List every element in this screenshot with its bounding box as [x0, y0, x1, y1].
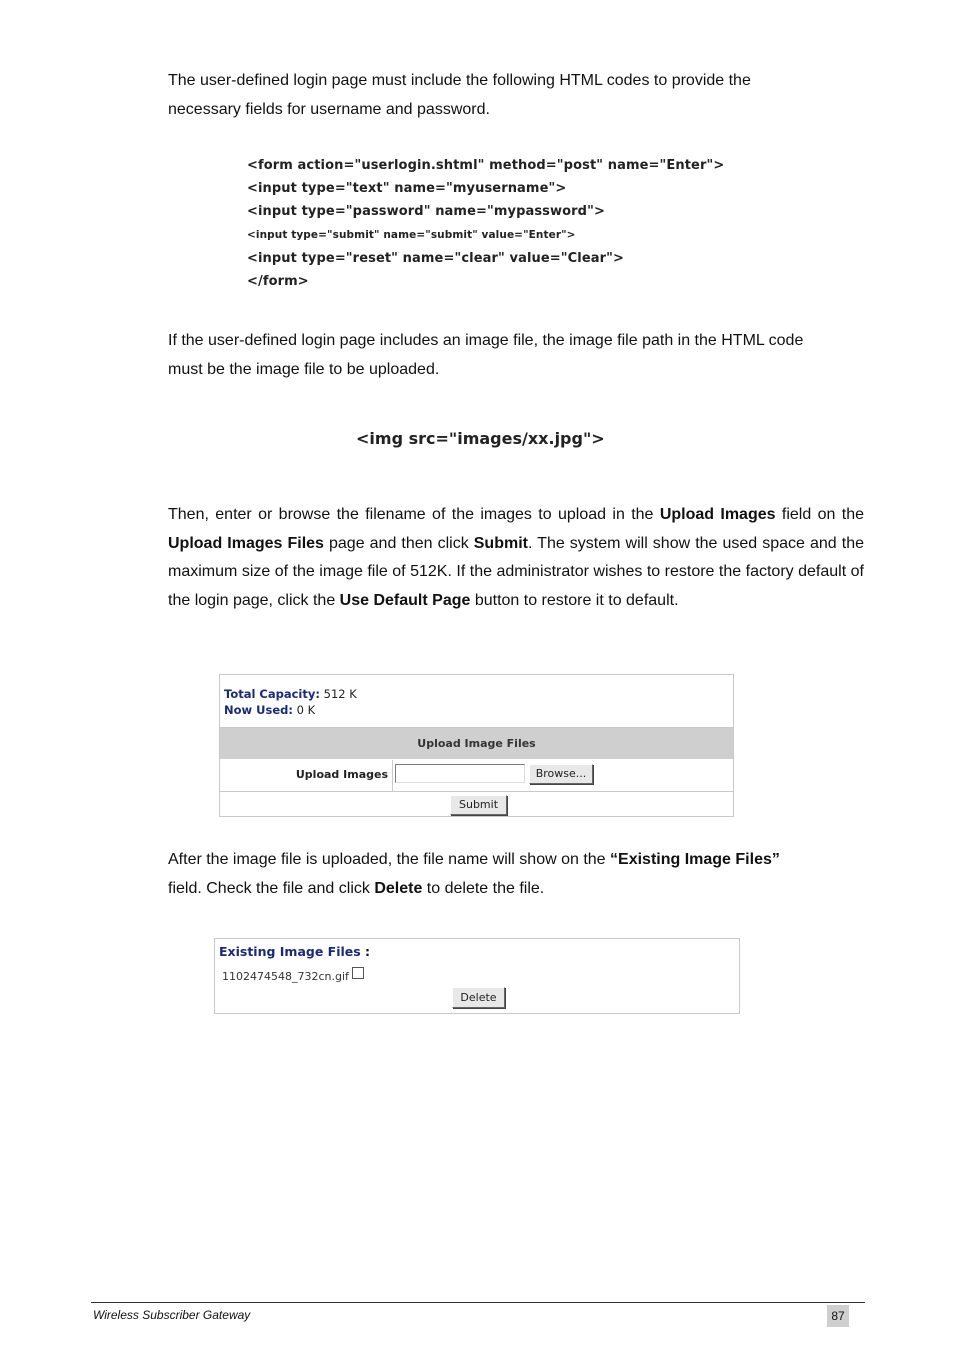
image-note-line-2: must be the image file to be uploaded. [168, 360, 440, 378]
upload-image-files-panel [219, 674, 734, 817]
upload-paragraph [168, 501, 864, 616]
delete-button[interactable]: Delete [452, 987, 505, 1008]
page-number: 87 [827, 1305, 849, 1327]
intro-line-1: The user-defined login page must include the following HTML codes to provide the [168, 72, 751, 89]
upload-paragraph-text: Then, enter or browse the filename of the images to upload in the Upload Images field on the Upload Images Files page and then click Submit. The system will show the used space and the maximum size of the image file of 512K. If the administrator wishes to restore the factory default of the login page, click the Use Default Page button to restore it to default. [168, 506, 864, 610]
upload-images-row [220, 760, 733, 792]
image-note-paragraph [168, 327, 864, 384]
upload-images-label: Upload Images [295, 768, 388, 781]
total-capacity [224, 687, 357, 701]
existing-line-1: After the image file is uploaded, the file name will show on the “Existing Image Files” [168, 851, 780, 868]
now-used-value: 0 K [296, 703, 316, 717]
intro-paragraph [168, 67, 864, 124]
existing-files-paragraph [168, 846, 864, 903]
row-divider [392, 760, 393, 791]
footer-divider [91, 1302, 865, 1303]
footer-title: Wireless Subscriber Gateway [93, 1308, 251, 1322]
upload-images-file-input[interactable] [395, 764, 525, 783]
image-note-line-1: If the user-defined login page includes an image file, the image file path in the HTML code [168, 332, 804, 349]
upload-images-term: Upload Images [659, 506, 776, 523]
existing-file-item [222, 967, 364, 983]
submit-button[interactable]: Submit [450, 795, 507, 815]
login-html-code-sample [247, 154, 724, 293]
now-used-label: Now Used: [224, 703, 293, 717]
existing-file-name: 1102474548_732cn.gif [222, 970, 349, 983]
code-line: <input type="submit" name="submit" value="Enter"> [247, 228, 576, 241]
code-line: <input type="text" name="myusername"> [247, 181, 567, 197]
existing-image-files-term: “Existing Image Files” [610, 851, 780, 868]
file-select-checkbox[interactable] [352, 967, 364, 979]
submit-term: Submit [473, 534, 528, 552]
intro-line-2: necessary fields for username and password. [168, 100, 490, 118]
now-used [224, 703, 315, 717]
delete-term: Delete [374, 879, 423, 897]
upload-images-files-term: Upload Images Files [168, 534, 324, 552]
total-capacity-label: Total Capacity: [224, 687, 320, 701]
total-capacity-value: 512 K [323, 687, 357, 701]
img-tag-code-sample: <img src="images/xx.jpg"> [356, 429, 605, 448]
upload-panel-header: Upload Image Files [220, 728, 733, 759]
existing-image-files-title: Existing Image Files : [219, 944, 371, 959]
use-default-page-term: Use Default Page [339, 592, 471, 610]
existing-line-2: field. Check the file and click Delete to delete the file. [168, 879, 545, 897]
code-line: <input type="reset" name="clear" value="Clear"> [247, 250, 624, 266]
existing-image-files-panel [214, 938, 740, 1014]
code-line: <form action="userlogin.shtml" method="post" name="Enter"> [247, 158, 725, 173]
code-line: <input type="password" name="mypassword"> [247, 204, 605, 220]
browse-button[interactable]: Browse... [529, 764, 593, 784]
code-line: </form> [247, 274, 309, 290]
capacity-info [220, 675, 733, 728]
